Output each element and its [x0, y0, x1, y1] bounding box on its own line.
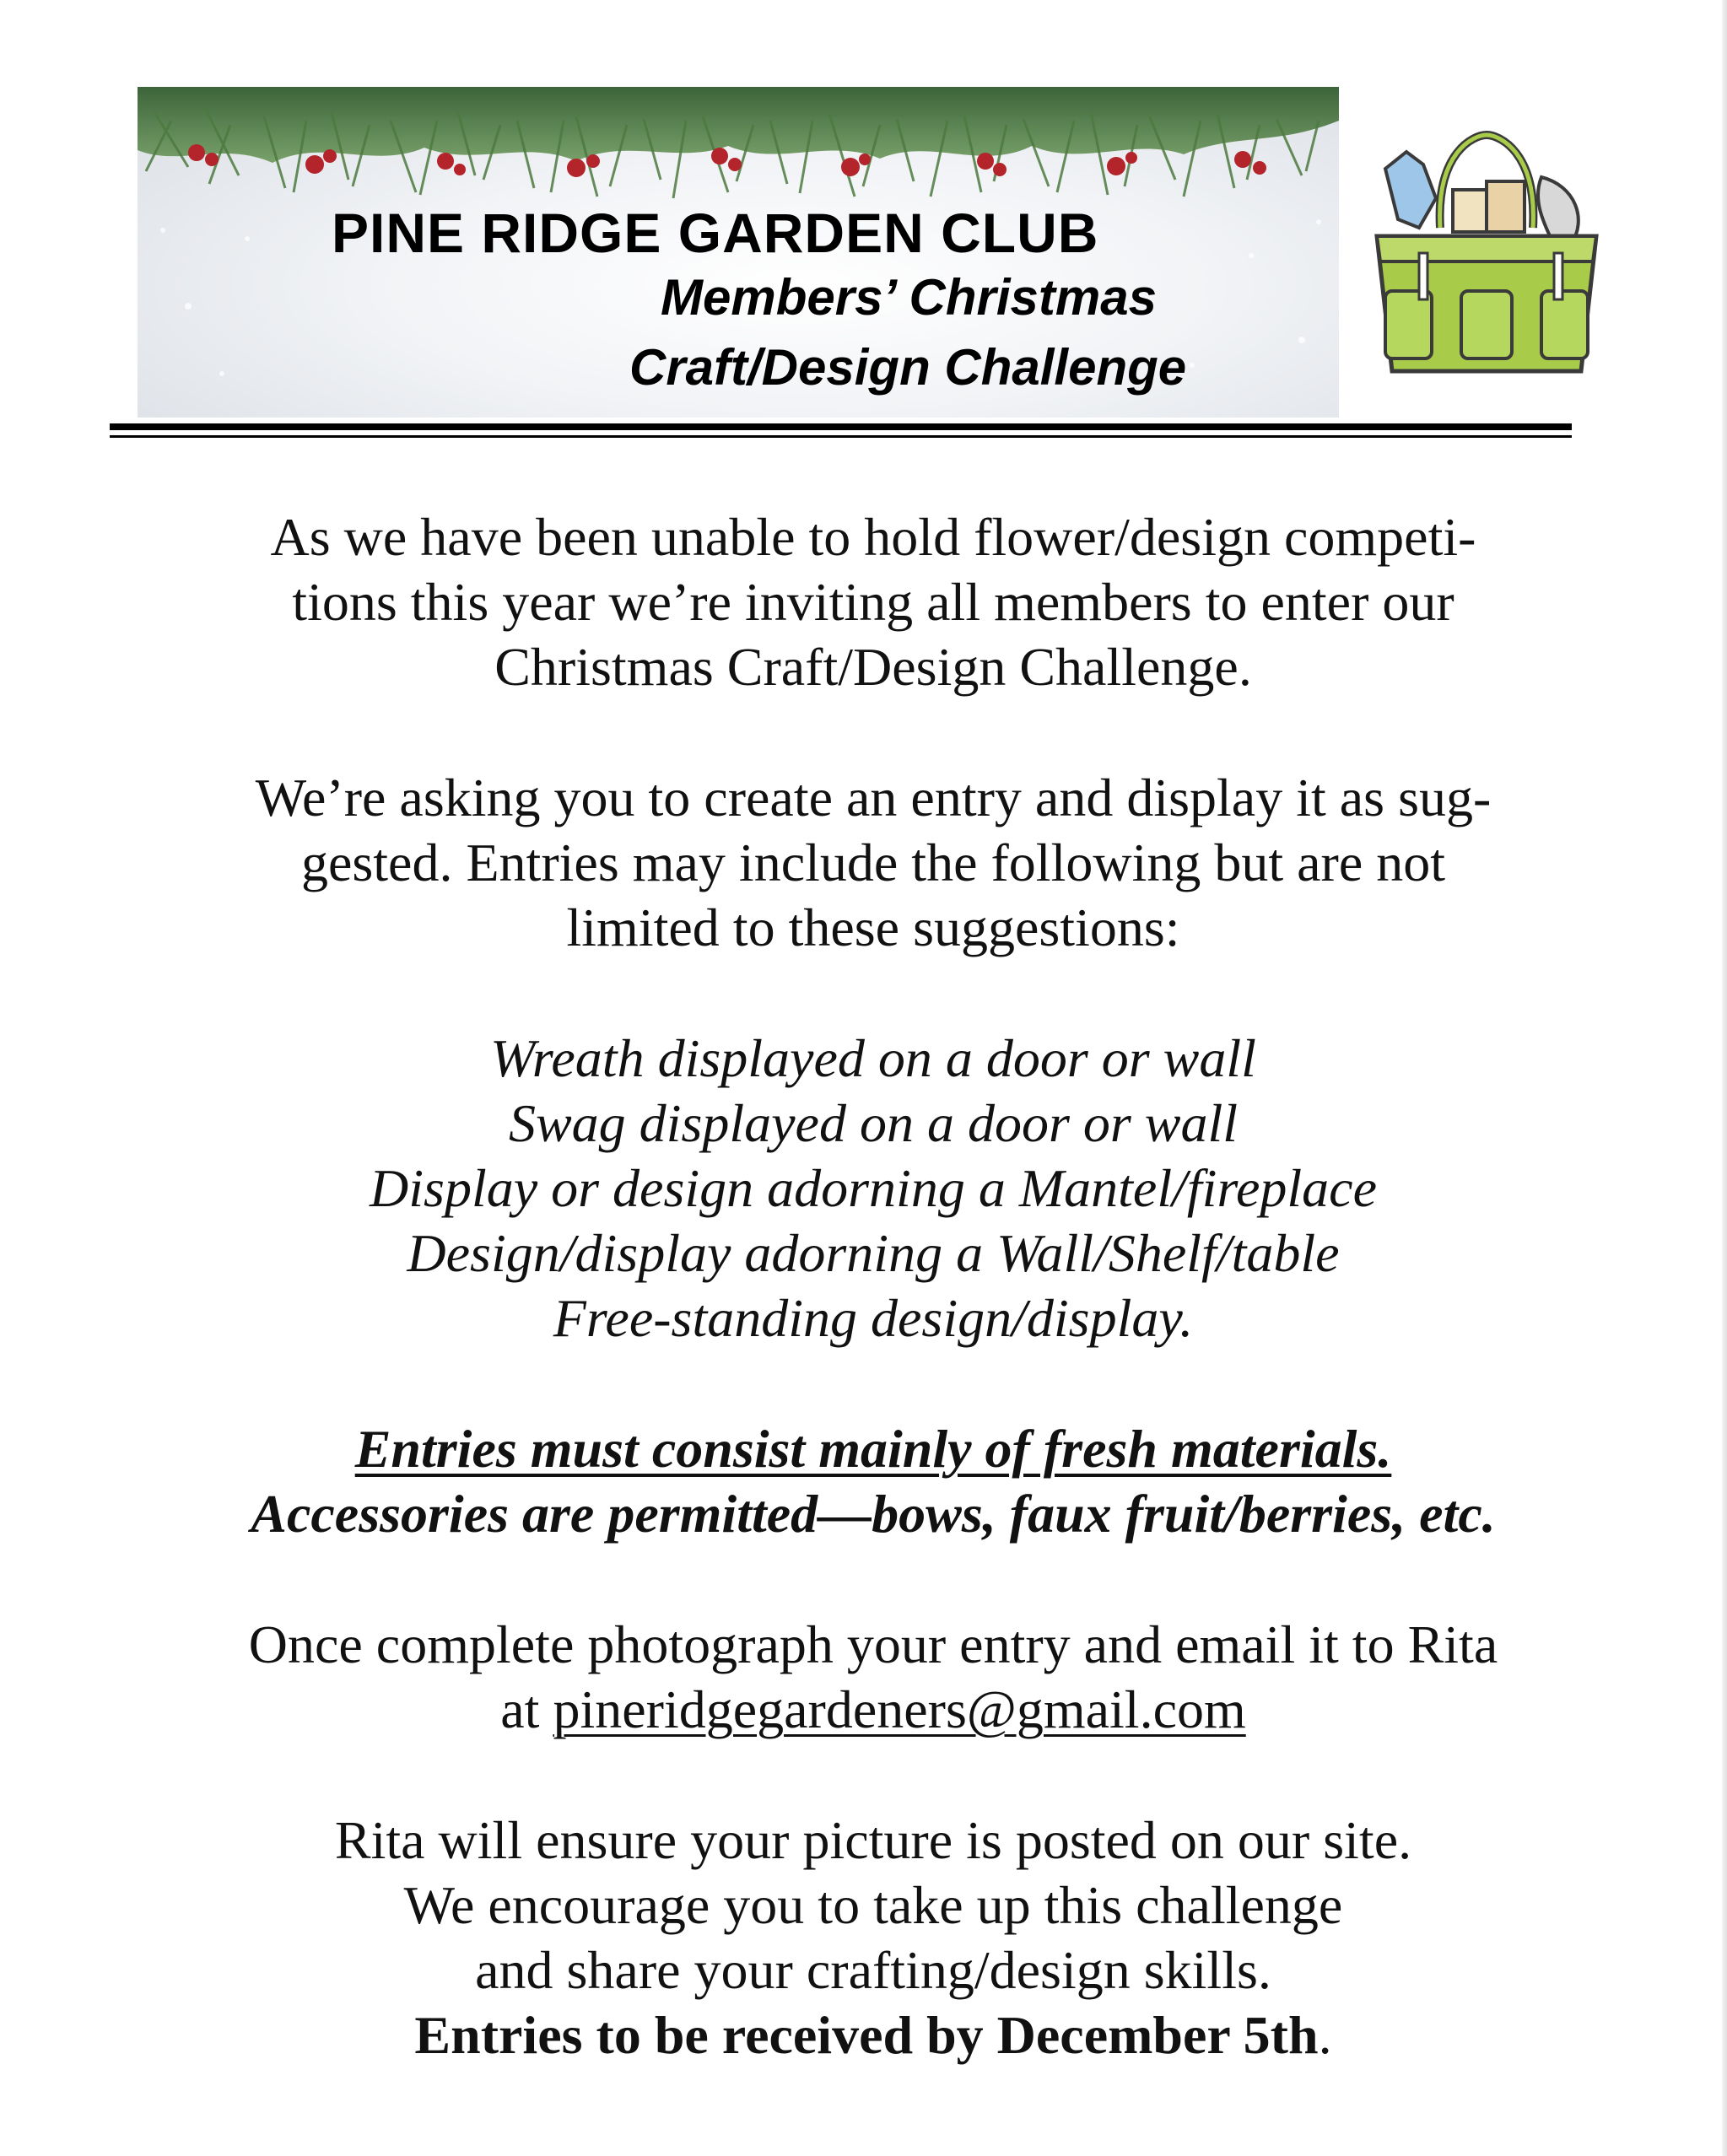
- intro-line: As we have been unable to hold flower/design competi-: [270, 507, 1476, 567]
- closing-line: We encourage you to take up this challenge: [403, 1875, 1343, 1935]
- challenge-subtitle-line1: Members’ Christmas: [661, 269, 1157, 326]
- garden-tool-bag-icon: [1360, 118, 1613, 388]
- suggestion-item: Wreath displayed on a door or wall: [490, 1028, 1256, 1088]
- request-line: gested. Entries may include the following but are not: [300, 833, 1446, 892]
- challenge-subtitle-line2: Craft/Design Challenge: [629, 339, 1187, 396]
- suggestion-item: Display or design adorning a Mantel/fireplace: [370, 1158, 1377, 1218]
- submission-line2: [127, 1677, 1620, 1742]
- request-line: We’re asking you to create an entry and display it as sug-: [255, 768, 1492, 827]
- rules-line2: Accessories are permitted—bows, faux fruit/berries, etc.: [251, 1484, 1496, 1544]
- suggestion-item: Swag displayed on a door or wall: [508, 1093, 1239, 1153]
- flyer-body: [127, 504, 1620, 2067]
- closing-line: Rita will ensure your picture is posted on our site.: [334, 1810, 1412, 1870]
- request-line: limited to these suggestions:: [566, 897, 1180, 957]
- intro-line: Christmas Craft/Design Challenge.: [494, 637, 1252, 697]
- intro-line: tions this year we’re inviting all members to enter our: [292, 572, 1454, 632]
- submission-at: at: [500, 1679, 540, 1739]
- deadline-punct: .: [1318, 2005, 1332, 2065]
- email-link[interactable]: pineridgegardeners@gmail.com: [553, 1679, 1246, 1739]
- submission-line1: Once complete photograph your entry and email it to Rita: [248, 1614, 1498, 1674]
- fresh-materials-rule: Entries must consist mainly of fresh materials.: [354, 1419, 1392, 1479]
- closing-line: and share your crafting/design skills.: [475, 1940, 1271, 2000]
- club-title: PINE RIDGE GARDEN CLUB: [332, 202, 1099, 264]
- deadline-text: Entries to be received by December 5th: [414, 2005, 1319, 2065]
- header-divider-thick: [110, 423, 1572, 430]
- suggestion-item: Free-standing design/display.: [553, 1288, 1194, 1348]
- header-banner: [138, 87, 1339, 418]
- suggestion-item: Design/display adorning a Wall/Shelf/table: [407, 1223, 1340, 1283]
- header-divider-thin: [110, 435, 1572, 438]
- rules-line1: [127, 1416, 1620, 1481]
- page-edge: [1722, 0, 1727, 2156]
- deadline-line: [127, 2002, 1620, 2067]
